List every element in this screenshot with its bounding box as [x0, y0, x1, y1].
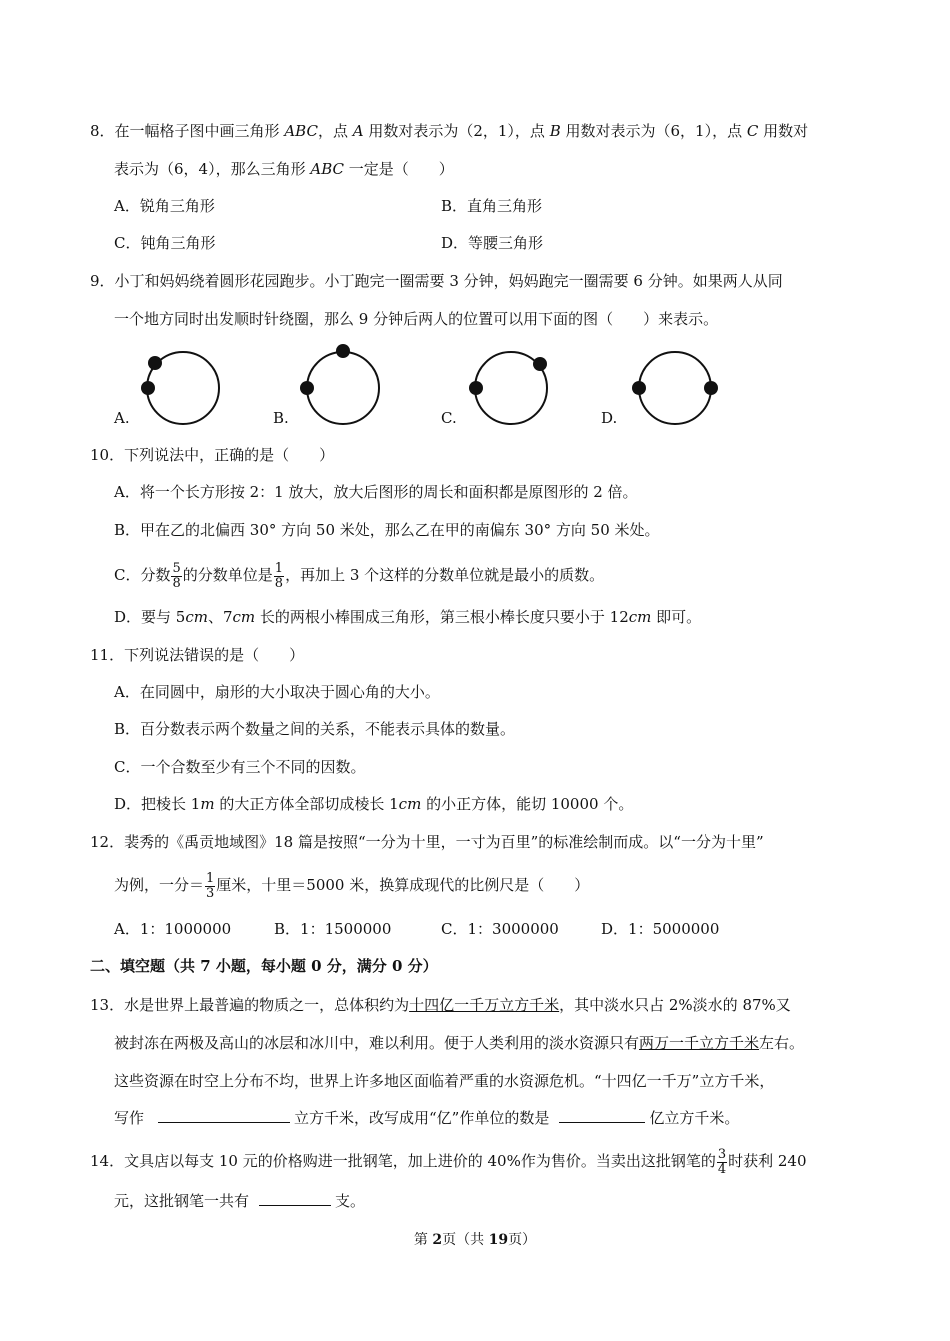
q12-line1: 12．裴秀的《禹贡地域图》18 篇是按照“一分为十里，一寸为百里”的标准绘制而成。以“一分为十里” [90, 833, 764, 851]
q13-line4: 写作 立方千米，改写成用“亿”作单位的数是 亿立方千米。 [114, 1109, 740, 1127]
circle-diagram-c [466, 350, 556, 430]
q8-option-d: D．等腰三角形 [441, 234, 544, 252]
q8-option-b: B．直角三角形 [441, 197, 543, 215]
fraction-1-3: $\frac{1}{3}$ [206, 870, 215, 901]
answer-blank[interactable] [259, 1190, 331, 1206]
fraction-3-4: $\frac{3}{4}$ [717, 1146, 727, 1177]
q14-line2: 元，这批钢笔一共有 支。 [114, 1192, 366, 1210]
runner-dot [141, 381, 155, 395]
q8-option-c: C．钝角三角形 [114, 234, 216, 252]
q10-stem: 10．下列说法中，正确的是（ ） [90, 446, 335, 464]
runner-dot [336, 344, 350, 358]
fraction-5-8: $\frac{5}{8}$ [172, 560, 181, 591]
diagram-label-d: D. [601, 409, 618, 427]
q8-line1: 8．在一幅格子图中画三角形 ABC，点 A 用数对表示为（2，1），点 B 用数对表示为（6，1），点 C 用数对 [90, 122, 809, 140]
q8-option-a: A．锐角三角形 [114, 197, 215, 215]
circle-diagram-d [628, 350, 724, 430]
q8-line2: 表示为（6，4），那么三角形 ABC 一定是（ ） [114, 160, 454, 178]
q13-line3: 这些资源在时空上分布不均，世界上许多地区面临着严重的水资源危机。“十四亿一千万”立方千米， [114, 1072, 775, 1090]
q11-option-d: D．把棱长 1m 的大正方体全部切成棱长 1cm 的小正方体，能切 10000 个。 [114, 795, 634, 813]
q13-line1: 13．水是世界上最普遍的物质之一，总体积约为十四亿一千万立方千米，其中淡水只占 2%淡水的 87%又 [90, 996, 791, 1014]
answer-blank[interactable] [158, 1107, 290, 1123]
page-footer: 第 2页（共 19页） [413, 1232, 537, 1248]
q9-line2: 一个地方同时出发顺时针绕圈，那么 9 分钟后两人的位置可以用下面的图（ ）来表示。 [114, 310, 719, 328]
q9-line1: 9．小丁和妈妈绕着圆形花园跑步。小丁跑完一圈需要 3 分钟，妈妈跑完一圈需要 6 分钟。如果两人从同 [90, 272, 783, 290]
q10-option-b: B．甲在乙的北偏西 30° 方向 50 米处，那么乙在甲的南偏东 30° 方向 50 米处。 [114, 521, 660, 539]
q12-option-c: C．1：3000000 [441, 920, 559, 938]
q12-option-a: A．1：1000000 [114, 920, 232, 938]
q10-option-a: A．将一个长方形按 2：1 放大，放大后图形的周长和面积都是原图形的 2 倍。 [114, 483, 638, 501]
diagram-label-c: C. [441, 409, 457, 427]
q11-option-c: C．一个合数至少有三个不同的因数。 [114, 758, 366, 776]
diagram-label-a: A. [114, 409, 130, 427]
q10-option-d: D．要与 5cm、7cm 长的两根小棒围成三角形，第三根小棒长度只要小于 12cm 即可。 [114, 608, 702, 626]
answer-blank[interactable] [559, 1107, 645, 1123]
q12-option-d: D．1：5000000 [601, 920, 720, 938]
q13-line2: 被封冻在两极及高山的冰层和冰川中，难以利用。便于人类利用的淡水资源只有两万一千立方千米左右。 [114, 1034, 805, 1052]
q12-option-b: B．1：1500000 [274, 920, 392, 938]
runner-dot [300, 381, 314, 395]
diagram-label-b: B. [273, 409, 289, 427]
q12-line2: 为例，一分＝ $\frac{1}{3}$ 厘米，十里＝5000 米，换算成现代的比例尺是（ ） [114, 870, 590, 901]
q11-option-a: A．在同圆中，扇形的大小取决于圆心角的大小。 [114, 683, 440, 701]
q11-stem: 11．下列说法错误的是（ ） [90, 646, 305, 664]
q11-option-b: B．百分数表示两个数量之间的关系，不能表示具体的数量。 [114, 720, 516, 738]
runner-dot [148, 356, 162, 370]
fraction-1-8: $\frac{1}{8}$ [274, 560, 284, 591]
runner-dot [533, 357, 547, 371]
q10-option-c: C．分数 $\frac{5}{8}$ 的分数单位是 $\frac{1}{8}$ ，再加上 3 个这样的分数单位就是最小的质数。 [114, 560, 605, 591]
circle-diagram-b [298, 340, 388, 430]
circle-diagram-a [138, 350, 228, 430]
runner-dot [632, 381, 646, 395]
runner-dot [704, 381, 718, 395]
runner-dot [469, 381, 483, 395]
section-heading: 二、填空题（共 7 小题，每小题 0 分，满分 0 分） [90, 957, 438, 975]
q14-line1: 14．文具店以每支 10 元的价格购进一批钢笔，加上进价的 40%作为售价。当卖出这批钢笔的 $\frac{3}{4}$ 时获利 240 [90, 1146, 807, 1177]
